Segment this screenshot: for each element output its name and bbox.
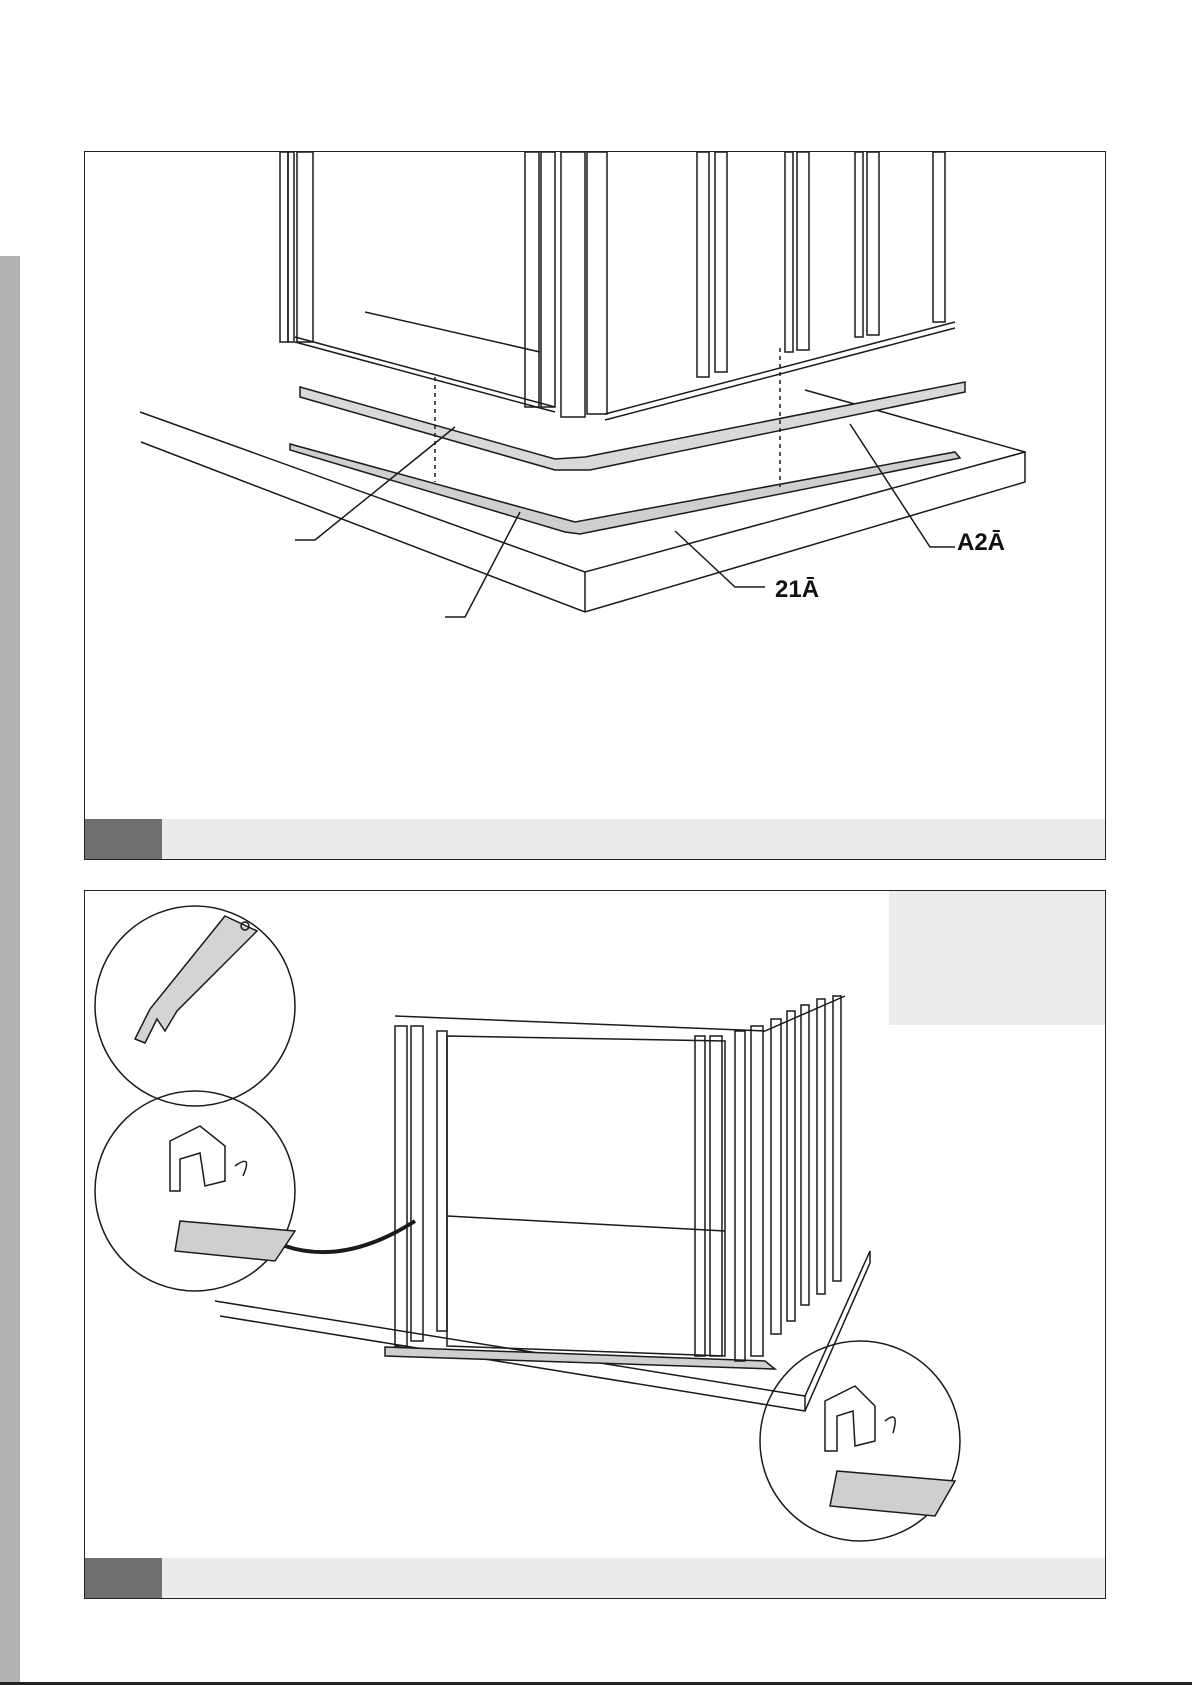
base-rail-illustration	[85, 152, 1105, 859]
clip-detail-right	[760, 1341, 960, 1541]
step-footer-strip	[85, 819, 1105, 859]
frame-anchor-illustration	[85, 891, 1105, 1598]
step-footer-strip	[85, 1558, 1105, 1598]
part-label-21: 21Ā	[775, 576, 820, 603]
step-number-box	[85, 1558, 162, 1598]
part-label-a2: A2Ā	[957, 529, 1006, 556]
step-number-box	[85, 819, 162, 859]
step-panel-1	[84, 151, 1106, 860]
clip-detail-left	[95, 1091, 295, 1291]
step-panel-2	[84, 890, 1106, 1599]
wrench-detail	[95, 906, 295, 1106]
page-side-tab	[0, 256, 20, 1685]
